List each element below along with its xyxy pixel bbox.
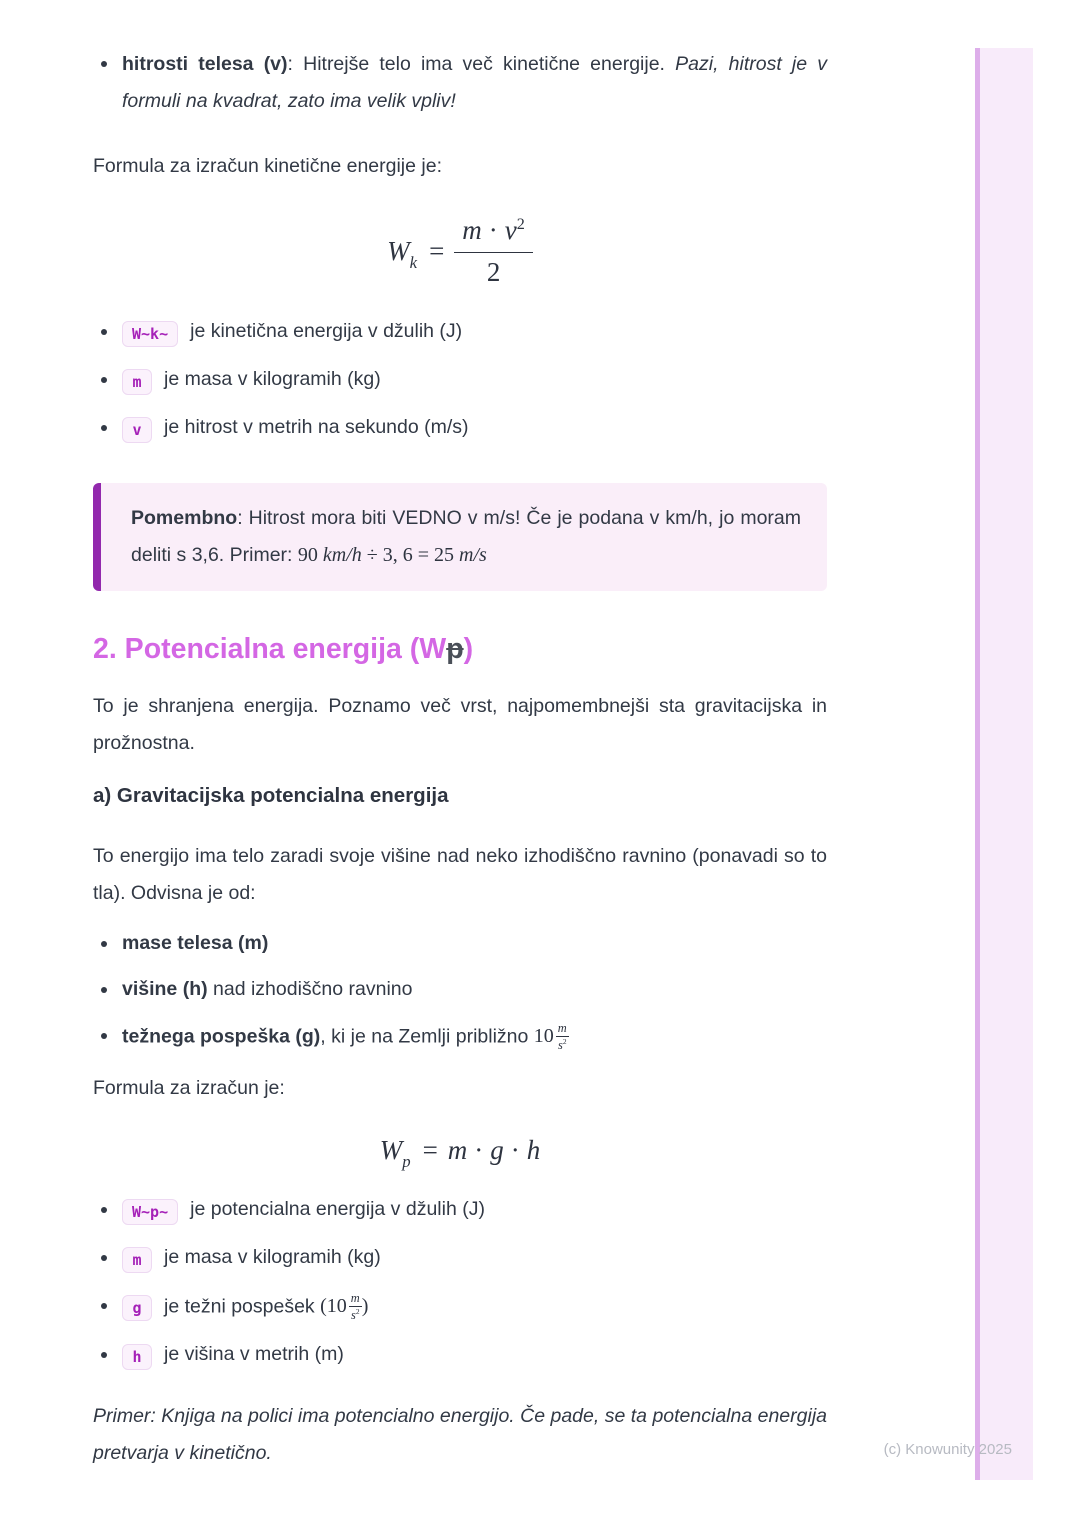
list-item <box>93 1244 827 1273</box>
example-paragraph: Primer: Knjiga na polici ima potencialno energijo. Če pade, se ta potencialna energija pretvarja v kinetično. <box>93 1405 827 1465</box>
bullet-icon <box>101 987 107 993</box>
bullet-icon <box>101 1033 107 1039</box>
potential-energy-formula: $W_p$ = m · g · h <box>379 1135 541 1171</box>
bullet-icon <box>101 1255 107 1261</box>
gravity-value-math: (10 $\frac{m}{s^2}$ ) <box>320 1291 369 1323</box>
bullet-icon <box>101 377 107 383</box>
list-item: višine (h) nad izhodiščno ravnino <box>93 976 827 1003</box>
legend-text: je masa v kilogramih (kg) <box>164 368 381 390</box>
legend-text: je višina v metrih (m) <box>164 1343 344 1366</box>
bullet-icon <box>101 1207 107 1213</box>
callout-text: Pomembno: Hitrost mora biti VEDNO v m/s! Če je podana v km/h, jo moram deliti s 3,6. Primer: 90 km/h ÷ 3, 6 = 25 m/s <box>131 507 801 566</box>
legend-text: je hitrost v metrih na sekundo (m/s) <box>164 416 469 438</box>
speed-bullet-bold: hitrosti telesa (v) <box>122 53 288 75</box>
equals-sign: = <box>422 1135 438 1166</box>
factor-height: višine (h) <box>122 978 208 1000</box>
conversion-math: 90 km/h ÷ 3, 6 = 25 m/s <box>297 544 487 566</box>
potential-intro-paragraph: To je shranjena energija. Poznamo več vrst, najpomembnejši sta gravitacijska in prožnostna. <box>93 695 827 754</box>
variable-badge-m: m <box>122 1247 152 1273</box>
list-item <box>93 1292 827 1322</box>
list-item <box>93 930 827 957</box>
bullet-icon <box>101 329 107 335</box>
bullet-icon <box>101 425 107 431</box>
variable-badge-m: m <box>122 369 152 395</box>
kinetic-energy-formula <box>93 215 827 288</box>
fraction: $\frac{m \cdot v^2}{2}$ <box>454 215 533 288</box>
unit-fraction: $\frac{m}{s^2}$ <box>557 1021 567 1053</box>
gravitational-description: To energijo ima telo zaradi svoje višine nad neko izhodiščno ravnino (ponavadi so to tla). Odvisna je od: <box>93 845 827 904</box>
copyright-watermark: (c) Knowunity 2025 <box>883 1441 1012 1458</box>
variable-badge-wk: W~k~ <box>122 321 178 347</box>
list-item <box>93 46 827 120</box>
list-item <box>93 414 827 443</box>
bullet-icon <box>101 61 107 67</box>
callout-label: Pomembno <box>131 507 238 529</box>
speed-bullet-italic: Pazi, hitrost je v formuli na kvadrat, zato ima velik vpliv! <box>122 53 827 112</box>
list-item <box>93 366 827 395</box>
bullet-icon <box>101 1352 107 1358</box>
formula-lhs: $W_p$ <box>379 1135 411 1171</box>
document-content <box>93 0 827 1472</box>
gravity-value-math: 10 $\frac{m}{s^2}$ <box>533 1021 567 1053</box>
kinetic-legend-list <box>93 318 827 443</box>
struck-subscript-p: p <box>446 633 464 665</box>
speed-bullet-text <box>122 46 827 120</box>
important-callout <box>93 483 827 591</box>
potential-formula-intro: Formula za izračun je: <box>93 1077 285 1100</box>
speed-bullet-list <box>93 46 827 120</box>
variable-badge-wp: W~p~ <box>122 1199 178 1225</box>
variable-badge-h: h <box>122 1344 152 1370</box>
list-item <box>93 1341 827 1370</box>
list-item: težnega pospeška (g), ki je na Zemlji približno 10 $\frac{m}{s^2}$ <box>93 1022 827 1052</box>
section-heading-potential-energy: 2. Potencialna energija (Wp) <box>93 633 474 665</box>
legend-text: je potencialna energija v džulih (J) <box>190 1198 485 1221</box>
variable-badge-v: v <box>122 417 152 443</box>
potential-legend-list <box>93 1196 827 1370</box>
bullet-icon <box>101 941 107 947</box>
unit-fraction: $\frac{m}{s^2}$ <box>350 1291 360 1323</box>
subheading-gravitational: a) Gravitacijska potencialna energija <box>93 784 449 807</box>
list-item <box>93 1196 827 1225</box>
legend-text: je masa v kilogramih (kg) <box>164 1246 381 1269</box>
factors-list <box>93 930 827 1052</box>
page-edge-decoration <box>975 48 1033 1480</box>
factor-mass: mase telesa (m) <box>122 932 269 954</box>
legend-text: je kinetična energija v džulih (J) <box>190 320 463 342</box>
equals-sign: = <box>429 236 445 266</box>
legend-text: je težni pospešek (10 $\frac{m}{s^2}$ ) <box>164 1291 369 1323</box>
speed-bullet-plain: : Hitrejše telo ima več kinetične energije. <box>287 53 676 75</box>
list-item <box>93 318 827 347</box>
formula-lhs: $W_k$ <box>387 236 418 272</box>
bullet-icon <box>101 1303 107 1309</box>
factor-gravity: težnega pospeška (g) <box>122 1025 321 1048</box>
variable-badge-g: g <box>122 1295 152 1321</box>
kinetic-formula-intro: Formula za izračun kinetične energije je: <box>93 155 443 177</box>
